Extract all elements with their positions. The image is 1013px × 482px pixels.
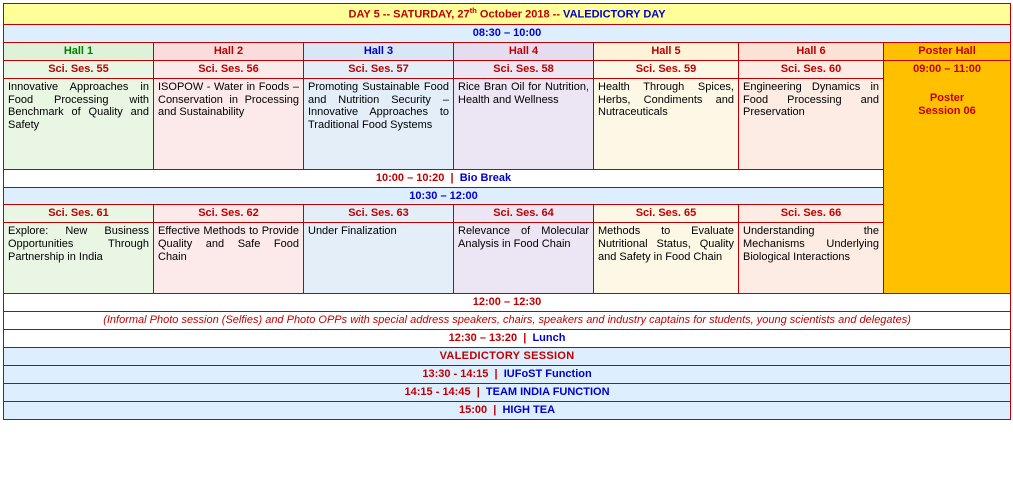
hall-header-row [4, 42, 1011, 60]
valedictory-row-3 [4, 402, 1011, 420]
time-row-second [4, 187, 1011, 205]
session-title-58: Rice Bran Oil for Nutrition, Health and Wellness [454, 78, 594, 169]
time-row-morning [4, 24, 1011, 42]
session-title-62: Effective Methods to Provide Quality and Safe Food Chain [154, 223, 304, 294]
lunch-label: Lunch [532, 332, 566, 345]
lunch-row [4, 330, 1011, 348]
session-title-61: Explore: New Business Opportunities Through Partnership in India [4, 223, 154, 294]
valedictory-time-1: 13:30 - 14:15 [422, 368, 489, 381]
session-code-57: Sci. Ses. 57 [304, 60, 454, 78]
poster-time: 09:00 – 11:00 [913, 62, 981, 75]
hall-header-poster: Poster Hall [884, 42, 1011, 60]
photo-time-row [4, 294, 1011, 312]
schedule-sheet [0, 3, 1013, 482]
hall-header-5: Hall 5 [594, 42, 739, 60]
photo-session-row [4, 312, 1011, 330]
banner-row [4, 4, 1011, 25]
valedictory-item-3: 15:00 | HIGH TEA [4, 402, 1011, 420]
photo-time: 12:00 – 12:30 [4, 294, 1011, 312]
day-banner [4, 4, 1011, 25]
valedictory-row-1 [4, 366, 1011, 384]
schedule-table [3, 3, 1011, 420]
session-code-row-2 [4, 205, 1011, 223]
lunch-cell: 12:30 – 13:20 | Lunch [4, 330, 1011, 348]
banner-prefix: DAY 5 -- SATURDAY, 27 [348, 8, 470, 21]
hall-header-1: Hall 1 [4, 42, 154, 60]
bio-break-time: 10:00 – 10:20 [375, 171, 445, 184]
hall-header-6: Hall 6 [739, 42, 884, 60]
bio-break-label: Bio Break [459, 171, 512, 184]
hall-header-3: Hall 3 [304, 42, 454, 60]
session-code-66: Sci. Ses. 66 [739, 205, 884, 223]
valedictory-item-1: 13:30 - 14:15 | IUFoST Function [4, 366, 1011, 384]
session-code-59: Sci. Ses. 59 [594, 60, 739, 78]
session-title-64: Relevance of Molecular Analysis in Food Chain [454, 223, 594, 294]
valedictory-heading-row [4, 348, 1011, 366]
session-title-66: Understanding the Mechanisms Underlying Biological Interactions [739, 223, 884, 294]
valedictory-label-3: HIGH TEA [502, 404, 556, 417]
time-morning: 08:30 – 10:00 [4, 24, 1011, 42]
banner-superscript: th [469, 6, 477, 15]
banner-highlight: VALEDICTORY DAY [563, 8, 666, 21]
poster-hall-cell [884, 60, 1011, 294]
session-title-57: Promoting Sustainable Food and Nutrition Security – Innovative Approaches to Traditional Food Systems [304, 78, 454, 169]
session-title-63: Under Finalization [304, 223, 454, 294]
valedictory-time-3: 15:00 [459, 404, 488, 417]
session-code-64: Sci. Ses. 64 [454, 205, 594, 223]
session-code-61: Sci. Ses. 61 [4, 205, 154, 223]
poster-session-line1: Poster [929, 91, 965, 104]
valedictory-item-2: 14:15 - 14:45 | TEAM INDIA FUNCTION [4, 384, 1011, 402]
session-code-55: Sci. Ses. 55 [4, 60, 154, 78]
session-code-65: Sci. Ses. 65 [594, 205, 739, 223]
session-code-row-1 [4, 60, 1011, 78]
session-title-55: Innovative Approaches in Food Processing with Benchmark of Quality and Safety [4, 78, 154, 169]
lunch-time: 12:30 – 13:20 [448, 332, 518, 345]
hall-header-2: Hall 2 [154, 42, 304, 60]
session-code-58: Sci. Ses. 58 [454, 60, 594, 78]
valedictory-heading: VALEDICTORY SESSION [4, 348, 1011, 366]
bio-break-row [4, 169, 1011, 187]
session-title-59: Health Through Spices, Herbs, Condiments and Nutraceuticals [594, 78, 739, 169]
poster-session-line2: Session 06 [918, 104, 976, 117]
hall-header-4: Hall 4 [454, 42, 594, 60]
session-title-60: Engineering Dynamics in Food Processing and Preservation [739, 78, 884, 169]
session-title-56: ISOPOW - Water in Foods – Conservation in Processing and Sustainability [154, 78, 304, 169]
bio-break-cell: 10:00 – 10:20 | Bio Break [4, 169, 884, 187]
session-code-63: Sci. Ses. 63 [304, 205, 454, 223]
session-code-56: Sci. Ses. 56 [154, 60, 304, 78]
valedictory-label-1: IUFoST Function [503, 368, 592, 381]
valedictory-time-2: 14:15 - 14:45 [404, 386, 471, 399]
session-title-row-1 [4, 78, 1011, 169]
photo-session-text: (Informal Photo session (Selfies) and Photo OPPs with special address speakers, chairs, speakers and industry captains for students, young scientists and delegates) [4, 312, 1011, 330]
time-second-session: 10:30 – 12:00 [4, 187, 884, 205]
session-title-65: Methods to Evaluate Nutritional Status, Quality and Safety in Food Chain [594, 223, 739, 294]
valedictory-row-2 [4, 384, 1011, 402]
banner-middle: October 2018 -- [476, 8, 564, 21]
valedictory-label-2: TEAM INDIA FUNCTION [485, 386, 610, 399]
session-code-60: Sci. Ses. 60 [739, 60, 884, 78]
session-code-62: Sci. Ses. 62 [154, 205, 304, 223]
session-title-row-2 [4, 223, 1011, 294]
